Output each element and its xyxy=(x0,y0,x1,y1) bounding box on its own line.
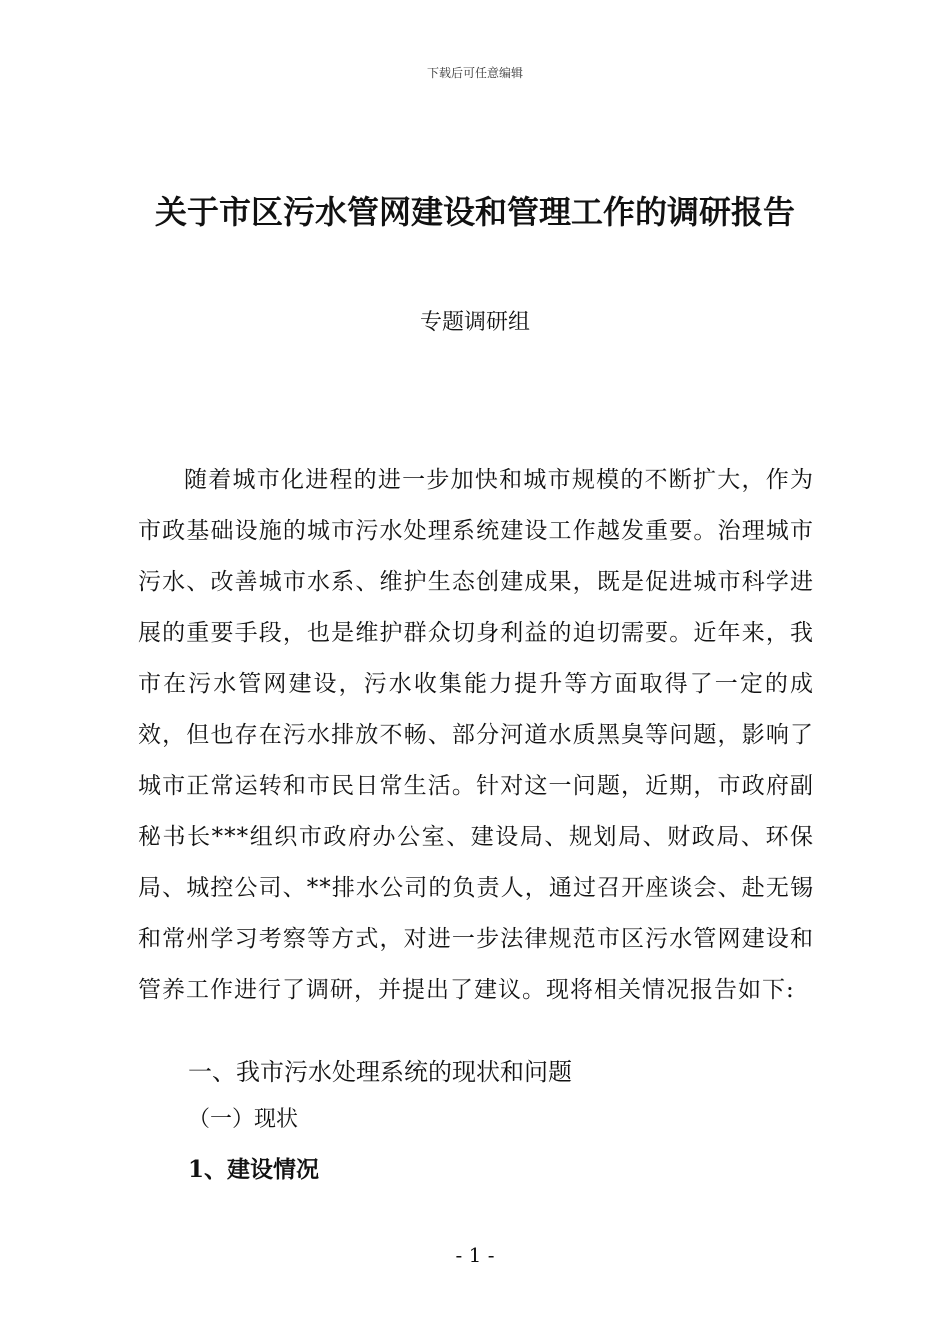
section-heading: 一、我市污水处理系统的现状和问题 xyxy=(188,1058,572,1086)
body-paragraph: 随着城市化进程的进一步加快和城市规模的不断扩大，作为市政基础设施的城市污水处理系统建设工作越发重要。治理城市污水、改善城市水系、维护生态创建成果，既是促进城市科学进展的重要手段，也是维护群众切身利益的迫切需要。近年来，我市在污水管网建设，污水收集能力提升等方面取得了一定的成效，但也存在污水排放不畅、部分河道水质黑臭等问题，影响了城市正常运转和市民日常生活。针对这一问题，近期，市政府副秘书长***组织市政府办公室、建设局、规划局、财政局、环保局、城控公司、**排水公司的负责人，通过召开座谈会、赴无锡和常州学习考察等方式，对进一步法律规范市区污水管网建设和管养工作进行了调研，并提出了建议。现将相关情况报告如下: xyxy=(138,467,814,1003)
subsection-heading: （一）现状 xyxy=(188,1107,299,1132)
header-note: 下载后可任意编辑 xyxy=(426,66,523,80)
document-author: 专题调研组 xyxy=(419,310,530,335)
item-heading: 1、建设情况 xyxy=(188,1156,320,1183)
document-title: 关于市区污水管网建设和管理工作的调研报告 xyxy=(154,193,795,231)
page-number: - 1 - xyxy=(455,1243,495,1267)
